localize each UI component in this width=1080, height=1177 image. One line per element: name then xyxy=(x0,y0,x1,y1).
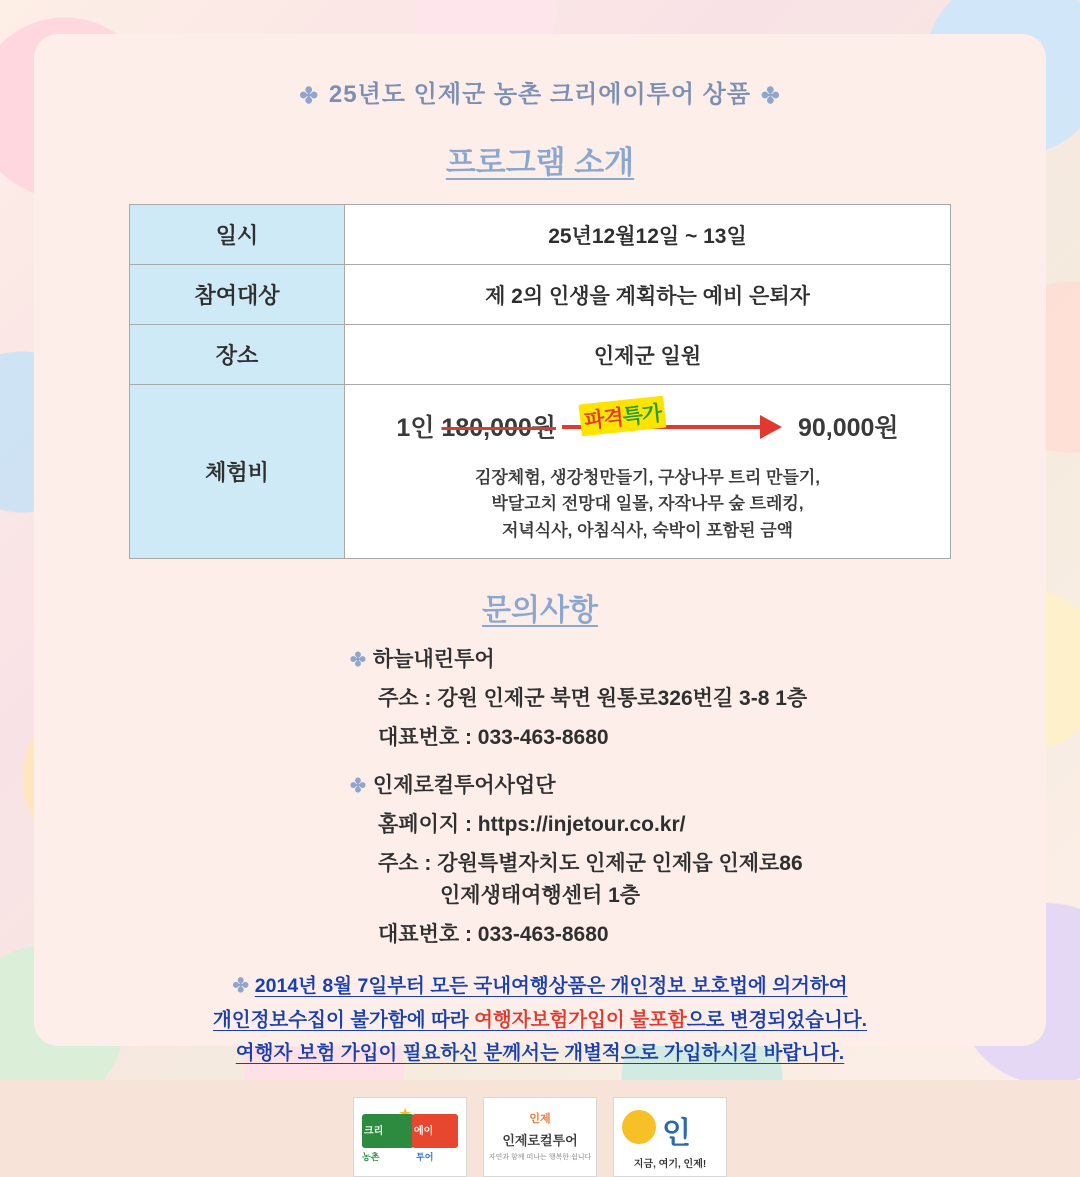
logo-now-here-inje xyxy=(613,1097,727,1177)
row-label-target: 참여대상 xyxy=(130,265,345,325)
smiley-face-icon xyxy=(622,1110,656,1144)
row-label-place: 장소 xyxy=(130,325,345,385)
fee-note-line-2: 박달고치 전망대 일몰, 자작나무 숲 트레킹, xyxy=(491,494,804,514)
row-value-fee xyxy=(345,385,951,559)
fee-note-line-1: 김장체험, 생강청만들기, 구상나무 트리 만들기, xyxy=(474,468,821,487)
badge-text-1: 파격 xyxy=(583,406,624,433)
row-value-place: 인제군 일원 xyxy=(345,325,951,385)
row-value-date: 25년12월12일 ~ 13일 xyxy=(345,205,951,265)
table-row xyxy=(130,205,951,265)
notice-line-1-text: 2014년 8월 7일부터 모든 국내여행상품은 개인정보 보호법에 의거하여 xyxy=(254,975,848,998)
notice-line-2 xyxy=(90,1004,990,1038)
contact-org-1-phone: 대표번호 : 033-463-8680 xyxy=(378,726,609,750)
logo1-sub-2: 투어 xyxy=(416,1151,434,1162)
fee-new-price: 90,000원 xyxy=(797,414,899,442)
contact-org-2-phone: 대표번호 : 033-463-8680 xyxy=(378,923,609,947)
notice-line-3: 여행자 보험 가입이 필요하신 분께서는 개별적으로 가입하시길 바랍니다. xyxy=(235,1042,845,1065)
contact-org-2-homepage[interactable]: 홈페이지 : https://injetour.co.kr/ xyxy=(378,813,686,837)
contact-org-2 xyxy=(350,769,900,799)
fee-prefix: 1인 xyxy=(396,414,442,442)
logo-row xyxy=(34,1097,1046,1177)
section-title: 프로그램 소개 xyxy=(445,145,635,180)
logo3-bar-text: 지금, 여기, 인제! xyxy=(633,1158,707,1170)
clover-icon-notice: ✤ xyxy=(232,975,249,998)
table-row xyxy=(130,265,951,325)
notice-highlight: 여행자보험가입이 불포함 xyxy=(474,1008,687,1031)
contact-org-2-address: 주소 : 강원특별자치도 인제군 인제읍 인제로86 xyxy=(378,852,803,876)
clover-icon-right: ✤ xyxy=(761,82,781,108)
logo1-text-1: 크리 xyxy=(364,1125,384,1137)
contact-org-1 xyxy=(350,643,900,673)
logo1-text-2: 에이 xyxy=(414,1125,434,1137)
contact-org-1-address: 주소 : 강원 인제군 북면 원통로326번길 3-8 1층 xyxy=(378,687,808,711)
notice-line-2-a: 개인정보수집이 불가함에 따라 xyxy=(212,1008,475,1031)
table-row-fee xyxy=(130,385,951,559)
logo2-main-text: 인제로컬투어 xyxy=(502,1132,578,1148)
contact-org-2-address-cont: 인제생태여행센터 1층 xyxy=(440,884,641,908)
logo3-char: 인 xyxy=(662,1116,691,1150)
program-info-table xyxy=(129,204,951,559)
fee-old-amount: 180,000원 xyxy=(441,414,556,442)
special-price-badge xyxy=(579,396,667,437)
clover-icon-org2: ✤ xyxy=(350,776,366,798)
row-value-target: 제 2의 인생을 계획하는 예비 은퇴자 xyxy=(345,265,951,325)
badge-text-2: 특가 xyxy=(621,402,663,429)
fee-note xyxy=(353,465,942,544)
contact-title: 문의사항 xyxy=(482,594,598,628)
clover-icon-org1: ✤ xyxy=(350,650,366,672)
insurance-notice xyxy=(90,970,990,1071)
clover-icon-left: ✤ xyxy=(299,82,319,108)
top-title-text: 25년도 인제군 농촌 크리에이투어 상품 xyxy=(328,81,752,108)
logo-chonchon-creatour xyxy=(353,1097,467,1177)
logo2-sub-text: 자연과 함께 떠나는 행복한 쉼니다 xyxy=(488,1153,592,1161)
arrow-head-icon xyxy=(760,415,782,439)
fee-note-line-3: 저녁식사, 아침식사, 숙박이 포함된 금액 xyxy=(501,520,794,540)
logo-inje-local-tour xyxy=(483,1097,597,1177)
fee-old-price xyxy=(396,408,556,444)
discount-arrow xyxy=(562,402,792,446)
contact-org-2-name: 인제로컬투어사업단 xyxy=(372,774,556,798)
logo1-sub-1: 농촌 xyxy=(362,1151,380,1162)
row-label-date: 일시 xyxy=(130,205,345,265)
top-title xyxy=(34,74,1046,109)
contact-org-1-name: 하늘내린투어 xyxy=(372,648,495,672)
notice-line-2-b: 으로 변경되었습니다. xyxy=(686,1008,868,1031)
notice-line-1 xyxy=(90,970,990,1004)
table-row xyxy=(130,325,951,385)
logo2-top-text: 인제 xyxy=(529,1112,551,1125)
row-label-fee: 체험비 xyxy=(130,385,345,559)
poster-card xyxy=(34,34,1046,1170)
contact-block xyxy=(180,643,900,948)
fee-price-line xyxy=(353,399,942,453)
